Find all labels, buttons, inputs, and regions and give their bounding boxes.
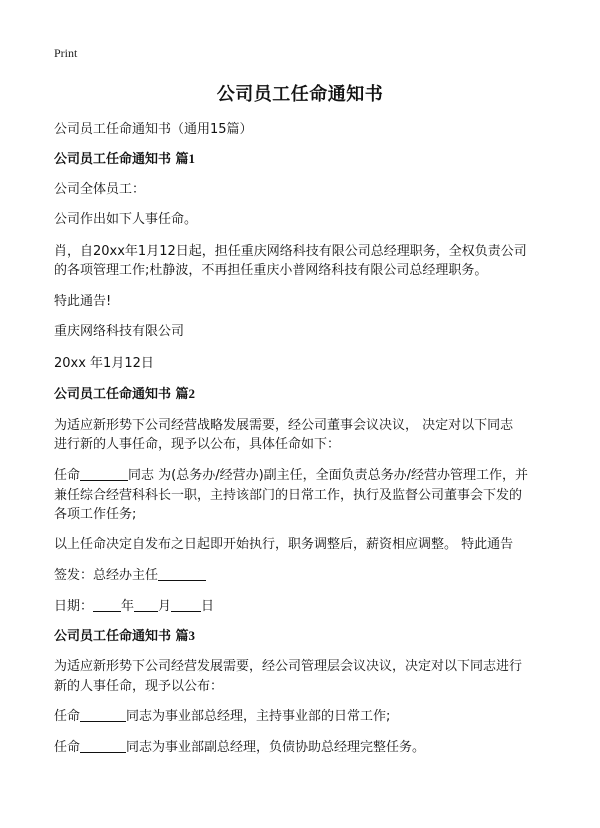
section-1-heading: [54, 149, 554, 170]
section-1-salutation: 公司全体员工：: [54, 182, 146, 197]
section-2-para-1-line-1: 为适应新形势下公司经营战略发展需要，经公司董事会议决议， 决定对以下同志: [54, 418, 514, 433]
section-3-appoint-2-blank: [80, 738, 126, 753]
section-1-heading-number: 1: [188, 151, 196, 166]
document-title: 公司员工任命通知书: [216, 84, 384, 105]
section-2-sign-blank: [158, 566, 206, 581]
section-2-para-2-line-1: [54, 466, 554, 486]
section-1-notice: 特此通告!: [54, 294, 112, 309]
section-2-date-line: [54, 597, 554, 617]
section-2-appoint-rest: 同志 为(总务办/经营办)副主任，全面负责总务办/经营办管理工作，并: [128, 468, 529, 483]
section-2-date-label: 日期：: [54, 599, 94, 614]
section-2-appoint-prefix: 任命: [54, 468, 81, 483]
section-3-appoint-1-blank: [80, 707, 126, 722]
section-3-appointment-1: [54, 707, 554, 727]
section-2-para-2-line-3: 各项工作任务;: [54, 507, 137, 522]
section-3-appoint-1-rest: 同志为事业部总经理，主持事业部的日常工作;: [126, 709, 391, 724]
section-2-date-day: 日: [201, 599, 215, 614]
section-3-appointment-2: [54, 738, 554, 758]
section-3-appoint-2-rest: 同志为事业部副总经理，负债协助总经理完整任务。: [126, 740, 426, 755]
section-1-date: 20xx 年1月12日: [54, 356, 154, 371]
section-3-appoint-2-prefix: 任命: [54, 740, 81, 755]
section-1-company: 重庆网络科技有限公司: [54, 324, 185, 339]
section-2-year-blank: [93, 597, 121, 612]
section-3-heading-text: 公司员工任命通知书 篇: [54, 629, 189, 644]
section-2-para-3: 以上任命决定自发布之日起即开始执行，职务调整后，薪资相应调整。 特此通告: [54, 537, 514, 552]
section-1-heading-text: 公司员工任命通知书 篇: [54, 152, 189, 167]
section-2-para-1-line-2: 进行新的人事任命，现予以公布，具体任命如下：: [54, 437, 341, 452]
document-subtitle: 公司员工任命通知书（通用15篇）: [54, 122, 253, 137]
section-2-date-month: 月: [158, 599, 172, 614]
section-1-intro: 公司作出如下人事任命。: [54, 212, 198, 227]
section-2-heading-number: 2: [188, 386, 196, 401]
section-2-heading-text: 公司员工任命通知书 篇: [54, 387, 189, 402]
print-link[interactable]: Print: [54, 46, 78, 60]
section-3-heading-number: 3: [188, 628, 196, 643]
section-2-name-blank: [80, 466, 128, 481]
section-3-appoint-1-prefix: 任命: [54, 709, 81, 724]
section-3-para-1-line-1: 为适应新形势下公司经营发展需要，经公司管理层会议决议，决定对以下同志进行: [54, 659, 523, 674]
section-3-heading: [54, 626, 554, 647]
section-3-para-1-line-2: 新的人事任命，现予以公布：: [54, 679, 224, 694]
section-2-sign-label: 签发：总经办主任: [54, 568, 159, 583]
section-2-day-blank: [171, 597, 201, 612]
section-1-body-line-1: 肖，自20xx年1月12日起，担任重庆网络科技有限公司总经理职务，全权负责公司: [54, 244, 527, 259]
section-2-heading: [54, 384, 554, 405]
section-1-body-line-2: 的各项管理工作;杜静波，不再担任重庆小普网络科技有限公司总经理职务。: [54, 263, 488, 278]
section-2-sign-line: [54, 566, 554, 586]
section-2-para-2-line-2: 兼任综合经营科科长一职，主持该部门的日常工作，执行及监督公司董事会下发的: [54, 488, 523, 503]
section-2-month-blank: [134, 597, 158, 612]
section-2-date-year: 年: [121, 599, 135, 614]
